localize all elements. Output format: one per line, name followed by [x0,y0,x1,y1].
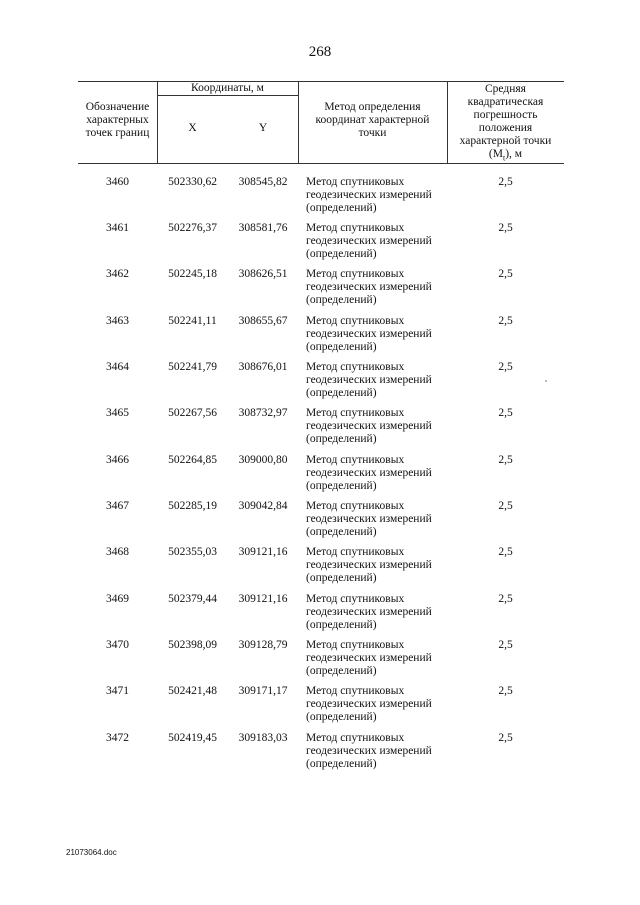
coord-y: 309121,16 [238,546,288,558]
error-value: 2,5 [498,732,513,744]
scan-speck [545,380,547,382]
method: Метод спутниковых геодезических измерений (определений) [306,500,432,538]
coord-y: 309171,17 [238,685,288,697]
point-id: 3472 [106,732,129,744]
method: Метод спутниковых геодезических измерений (определений) [306,315,432,353]
header-error: Средняя квадратическая погрешность положения характерной точки $(M_t)$, м [459,83,552,163]
point-id: 3468 [106,546,129,558]
header-x: X [188,122,197,134]
method: Метод спутниковых геодезических измерений (определений) [306,593,432,631]
coord-y: 308545,82 [238,176,288,188]
header-y: Y [258,122,268,134]
point-id: 3469 [106,593,129,605]
method: Метод спутниковых геодезических измерений (определений) [306,639,432,677]
table-row [78,593,564,639]
coord-x: 502330,62 [168,176,217,188]
coord-y: 308626,51 [238,268,288,280]
coord-x: 502285,19 [168,500,217,512]
header-designation: Обозначение характерных точек границ [85,101,150,139]
error-value: 2,5 [498,222,513,234]
error-value: 2,5 [498,315,513,327]
method: Метод спутниковых геодезических измерений (определений) [306,176,432,214]
coord-y: 309128,79 [238,639,288,651]
table-row [78,361,564,407]
point-id: 3470 [106,639,129,651]
error-value: 2,5 [498,593,513,605]
table-row [78,222,564,268]
coord-x: 502241,79 [168,361,217,373]
point-id: 3462 [106,268,129,280]
coord-y: 308676,01 [238,361,288,373]
error-value: 2,5 [498,268,513,280]
coord-x: 502355,03 [168,546,217,558]
table-row [78,176,564,222]
footer-filename: 21073064.doc [66,848,117,857]
coord-x: 502379,44 [168,593,217,605]
header-coordinates: Координаты, м [191,82,264,94]
page-number: 268 [308,44,332,60]
coord-y: 308581,76 [238,222,288,234]
coord-y: 309183,03 [238,732,288,744]
method: Метод спутниковых геодезических измерений (определений) [306,546,432,584]
error-value: 2,5 [498,407,513,419]
table-row [78,732,564,778]
error-value: 2,5 [498,176,513,188]
coord-x: 502421,48 [168,685,217,697]
method: Метод спутниковых геодезических измерений (определений) [306,268,432,306]
coord-x: 502264,85 [168,454,217,466]
table-row [78,685,564,731]
method: Метод спутниковых геодезических измерений (определений) [306,407,432,445]
coord-x: 502241,11 [168,315,217,327]
method: Метод спутниковых геодезических измерений (определений) [306,454,432,492]
method: Метод спутниковых геодезических измерений (определений) [306,222,432,260]
table-row [78,454,564,500]
coord-x: 502245,18 [168,268,217,280]
coord-x: 502276,37 [168,222,217,234]
table-row [78,315,564,361]
coord-x: 502398,09 [168,639,217,651]
point-id: 3465 [106,407,129,419]
table-row [78,407,564,453]
method: Метод спутниковых геодезических измерений (определений) [306,685,432,723]
coord-y: 309042,84 [238,500,288,512]
point-id: 3464 [106,361,129,373]
error-value: 2,5 [498,500,513,512]
table-row [78,639,564,685]
coord-y: 308655,67 [238,315,288,327]
error-value: 2,5 [498,454,513,466]
coord-y: 309121,16 [238,593,288,605]
error-value: 2,5 [498,639,513,651]
error-value: 2,5 [498,361,513,373]
point-id: 3463 [106,315,129,327]
table-row [78,500,564,546]
table-row [78,268,564,314]
error-value: 2,5 [498,685,513,697]
coord-x: 502419,45 [168,732,217,744]
point-id: 3461 [106,222,129,234]
table-row [78,546,564,592]
point-id: 3466 [106,454,129,466]
error-value: 2,5 [498,546,513,558]
point-id: 3471 [106,685,129,697]
coordinates-sub-border [157,95,298,96]
point-id: 3467 [106,500,129,512]
header-method: Метод определения координат характерной точки [315,101,430,139]
point-id: 3460 [106,176,129,188]
coord-x: 502267,56 [168,407,217,419]
coord-y: 309000,80 [238,454,288,466]
method: Метод спутниковых геодезических измерений (определений) [306,732,432,770]
method: Метод спутниковых геодезических измерений (определений) [306,361,432,399]
table-top-border [78,81,564,82]
coord-y: 308732,97 [238,407,288,419]
